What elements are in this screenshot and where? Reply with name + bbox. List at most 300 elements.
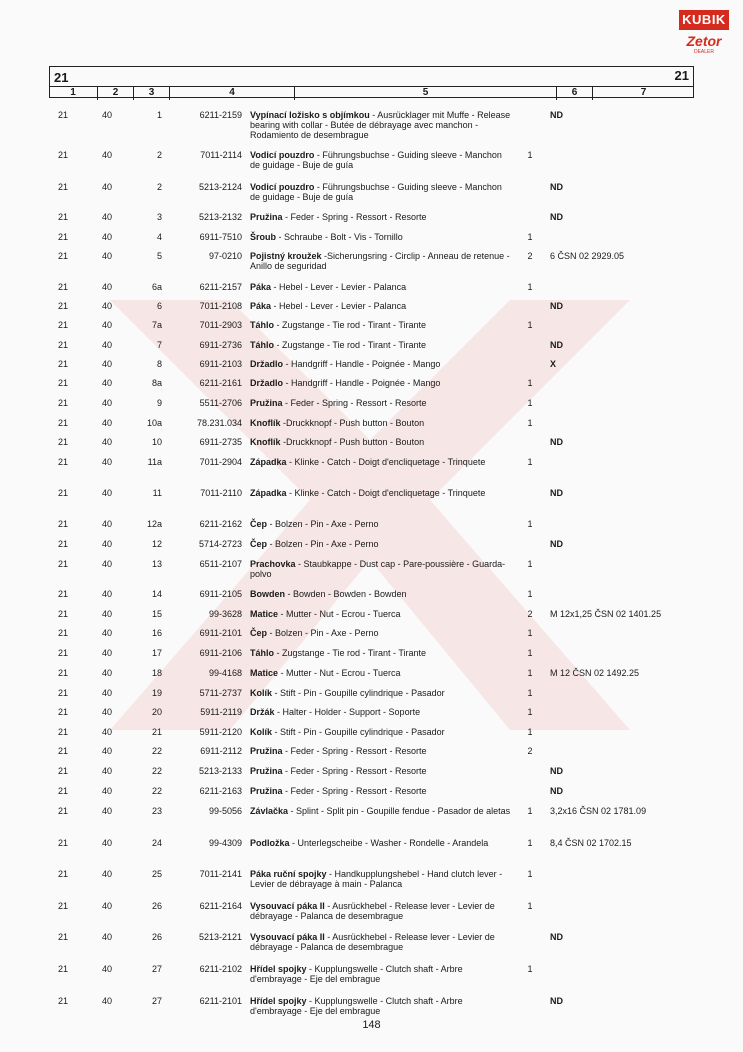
part-name: Pružina [250,786,283,796]
table-header [49,66,694,98]
cell-group: 21 [57,282,68,292]
cell-description [250,282,512,292]
cell-position: 23 [151,806,162,816]
cell-subgroup: 40 [101,301,112,311]
cell-description [250,766,512,776]
cell-part-number: 99-5056 [208,806,242,816]
cell-description [250,457,512,467]
cell-description [250,668,512,678]
cell-group: 21 [57,609,68,619]
cell-subgroup: 40 [101,251,112,261]
cell-part-number: 7011-2110 [200,488,242,498]
cell-group: 21 [57,964,68,974]
cell-description [250,488,512,498]
cell-description [250,589,512,599]
cell-part-number: 97-0210 [208,251,242,261]
logo-sub: DEALER [693,49,714,55]
cell-quantity: 1 [527,838,533,848]
cell-quantity: 2 [527,251,533,261]
col-header-4: 4 [170,87,295,100]
cell-position: 22 [151,766,162,776]
part-translations: - Feder - Spring - Ressort - Resorte [282,766,427,776]
cell-subgroup: 40 [101,964,112,974]
part-name: Západka [250,457,287,467]
part-translations: - Hebel - Lever - Levier - Palanca [271,301,407,311]
cell-description [250,996,512,1016]
cell-description [250,786,512,796]
cell-note: X [550,359,557,369]
part-translations: - Zugstange - Tie rod - Tirant - Tirante [274,340,427,350]
part-translations: -Druckknopf - Push button - Bouton [280,437,425,447]
part-translations: - Ausrückhebel - Release lever - Levier de débrayage - Palanca de desembrague [250,932,495,952]
cell-subgroup: 40 [101,609,112,619]
part-name: Matice [250,668,279,678]
cell-position: 10a [146,418,162,428]
part-translations: - Bolzen - Pin - Axe - Perno [267,628,379,638]
cell-description [250,901,512,921]
cell-position: 15 [151,609,162,619]
part-name: Čep [250,539,268,549]
cell-part-number: 5213-2124 [198,182,242,192]
cell-group: 21 [57,359,68,369]
cell-subgroup: 40 [101,359,112,369]
cell-subgroup: 40 [101,668,112,678]
part-name: Vypínací ložisko s objímkou [250,110,370,120]
part-name: Pružina [250,746,283,756]
cell-subgroup: 40 [101,589,112,599]
cell-description [250,806,512,816]
cell-quantity: 1 [527,320,533,330]
cell-note: M 12x1,25 ČSN 02 1401.25 [550,609,662,619]
cell-subgroup: 40 [101,519,112,529]
cell-description [250,539,512,549]
cell-description [250,378,512,388]
cell-subgroup: 40 [101,398,112,408]
part-translations: - Staubkappe - Dust cap - Pare-poussière - Guarda-polvo [250,559,506,579]
cell-part-number: 5714-2723 [198,539,242,549]
part-translations: - Klinke - Catch - Doigt d'encliquetage - Trinquete [286,457,486,467]
cell-position: 27 [151,964,162,974]
page-number: 148 [362,1019,381,1031]
part-name: Prachovka [250,559,296,569]
part-name: Páka ruční spojky [250,869,327,879]
col-header-3: 3 [134,87,170,100]
cell-description [250,838,512,848]
part-name: Šroub [250,232,276,242]
cell-quantity: 1 [527,232,533,242]
cell-subgroup: 40 [101,212,112,222]
section-number-right: 21 [674,68,689,83]
part-name: Táhlo [250,340,274,350]
cell-position: 17 [151,648,162,658]
cell-position: 7a [151,320,162,330]
cell-description [250,301,512,311]
cell-group: 21 [57,251,68,261]
part-translations: - Handkupplungshebel - Hand clutch lever - Levier de débrayage à main - Palanca [250,869,503,889]
cell-part-number: 7011-2114 [200,150,242,160]
cell-note: ND [550,932,563,942]
part-name: Závlačka [250,806,289,816]
cell-position: 18 [151,668,162,678]
cell-subgroup: 40 [101,110,112,120]
cell-part-number: 78.231.034 [196,418,242,428]
cell-position: 21 [151,727,162,737]
cell-note: ND [550,766,563,776]
cell-part-number: 5911-2119 [200,707,242,717]
cell-note: ND [550,340,563,350]
cell-note: ND [550,212,563,222]
cell-position: 2 [156,150,162,160]
cell-part-number: 6211-2102 [199,964,242,974]
cell-position: 26 [151,901,162,911]
part-translations: - Unterlegscheibe - Washer - Rondelle - Arandela [289,838,489,848]
cell-part-number: 6911-2103 [199,359,242,369]
cell-position: 6a [151,282,162,292]
cell-subgroup: 40 [101,340,112,350]
cell-group: 21 [57,559,68,569]
logo-zetor: Zetor [686,33,722,49]
cell-subgroup: 40 [101,539,112,549]
cell-part-number: 5213-2133 [198,766,242,776]
part-name: Matice [250,609,279,619]
cell-part-number: 6211-2157 [199,282,242,292]
cell-group: 21 [57,320,68,330]
part-name: Páka [250,301,272,311]
cell-note: ND [550,301,563,311]
cell-note: ND [550,539,563,549]
cell-position: 8 [156,359,162,369]
cell-group: 21 [57,301,68,311]
cell-group: 21 [57,707,68,717]
part-translations: -Druckknopf - Push button - Bouton [280,418,425,428]
cell-description [250,688,512,698]
part-translations: -Sicherungsring - Circlip - Anneau de retenue - Anillo de seguridad [250,251,510,271]
part-name: Hřídel spojky [250,964,307,974]
cell-description [250,212,512,222]
cell-description [250,418,512,428]
part-name: Bowden [250,589,285,599]
cell-group: 21 [57,340,68,350]
cell-part-number: 6211-2161 [199,378,242,388]
part-translations: - Bowden - Bowden - Bowden [285,589,407,599]
part-name: Vysouvací páka II [250,932,325,942]
cell-group: 21 [57,746,68,756]
cell-group: 21 [57,488,68,498]
cell-quantity: 1 [527,418,533,428]
part-name: Vodicí pouzdro [250,182,315,192]
cell-group: 21 [57,996,68,1006]
part-translations: - Klinke - Catch - Doigt d'encliquetage - Trinquete [286,488,486,498]
cell-quantity: 1 [527,457,533,467]
cell-note: ND [550,996,563,1006]
cell-description [250,251,512,271]
part-translations: - Halter - Holder - Support - Soporte [274,707,421,717]
part-translations: - Handgriff - Handle - Poignée - Mango [283,378,441,388]
cell-note: ND [550,488,563,498]
cell-description [250,340,512,350]
cell-quantity: 1 [527,559,533,569]
cell-position: 10 [151,437,162,447]
cell-subgroup: 40 [101,320,112,330]
cell-position: 24 [151,838,162,848]
cell-group: 21 [57,628,68,638]
cell-quantity: 1 [527,398,533,408]
part-translations: - Feder - Spring - Ressort - Resorte [282,746,427,756]
part-translations: - Feder - Spring - Ressort - Resorte [282,212,427,222]
cell-quantity: 1 [527,727,533,737]
part-name: Pojistný kroužek [250,251,322,261]
part-name: Táhlo [250,648,274,658]
part-name: Pružina [250,212,283,222]
cell-subgroup: 40 [101,932,112,942]
cell-quantity: 1 [527,589,533,599]
cell-subgroup: 40 [101,766,112,776]
cell-subgroup: 40 [101,488,112,498]
part-name: Držák [250,707,275,717]
cell-subgroup: 40 [101,688,112,698]
part-name: Páka [250,282,272,292]
cell-group: 21 [57,668,68,678]
cell-quantity: 1 [527,648,533,658]
cell-description [250,437,512,447]
cell-group: 21 [57,150,68,160]
cell-description [250,964,512,984]
cell-group: 21 [57,869,68,879]
cell-group: 21 [57,901,68,911]
cell-position: 22 [151,786,162,796]
cell-description [250,869,512,889]
cell-description [250,320,512,330]
part-name: Hřídel spojky [250,996,307,1006]
cell-group: 21 [57,838,68,848]
cell-position: 11a [147,457,162,467]
cell-quantity: 1 [527,282,533,292]
cell-group: 21 [57,110,68,120]
cell-part-number: 6911-2106 [199,648,242,658]
cell-position: 16 [151,628,162,638]
part-name: Západka [250,488,287,498]
part-name: Čep [250,519,268,529]
part-translations: - Mutter - Nut - Ecrou - Tuerca [278,668,401,678]
cell-subgroup: 40 [101,628,112,638]
cell-quantity: 1 [527,707,533,717]
cell-group: 21 [57,648,68,658]
cell-position: 20 [151,707,162,717]
cell-part-number: 99-4168 [208,668,242,678]
part-name: Podložka [250,838,290,848]
part-translations: - Handgriff - Handle - Poignée - Mango [283,359,441,369]
part-translations: - Kupplungswelle - Clutch shaft - Arbre d'embrayage - Eje del embrague [250,964,463,984]
cell-position: 22 [151,746,162,756]
part-translations: - Hebel - Lever - Levier - Palanca [271,282,407,292]
cell-position: 19 [151,688,162,698]
cell-description [250,609,512,619]
part-translations: - Splint - Split pin - Goupille fendue - Pasador de aletas [288,806,511,816]
cell-position: 2 [156,182,162,192]
cell-subgroup: 40 [101,869,112,879]
part-translations: - Ausrückhebel - Release lever - Levier de débrayage - Palanca de desembrague [250,901,495,921]
cell-group: 21 [57,437,68,447]
cell-part-number: 6211-2162 [199,519,242,529]
part-translations: - Kupplungswelle - Clutch shaft - Arbre d'embrayage - Eje del embrague [250,996,463,1016]
cell-part-number: 6211-2101 [199,996,242,1006]
cell-group: 21 [57,182,68,192]
cell-quantity: 1 [527,378,533,388]
cell-part-number: 6911-2736 [199,340,242,350]
cell-description [250,559,512,579]
cell-note: 3,2x16 ČSN 02 1781.09 [550,806,647,816]
cell-subgroup: 40 [101,996,112,1006]
part-translations: - Feder - Spring - Ressort - Resorte [282,398,427,408]
cell-part-number: 6911-2735 [199,437,242,447]
cell-description [250,746,512,756]
cell-position: 27 [151,996,162,1006]
cell-quantity: 1 [527,964,533,974]
part-name: Táhlo [250,320,274,330]
cell-group: 21 [57,457,68,467]
cell-part-number: 99-4309 [208,838,242,848]
cell-note: 6 ČSN 02 2929.05 [550,251,625,261]
cell-group: 21 [57,806,68,816]
cell-subgroup: 40 [101,232,112,242]
cell-group: 21 [57,539,68,549]
col-header-5: 5 [295,87,557,100]
col-header-1: 1 [49,87,98,100]
part-name: Knoflík [250,418,281,428]
cell-subgroup: 40 [101,559,112,569]
cell-quantity: 1 [527,519,533,529]
cell-position: 9 [156,398,162,408]
cell-quantity: 1 [527,688,533,698]
part-name: Držadlo [250,359,284,369]
part-translations: - Stift - Pin - Goupille cylindrique - Pasador [272,727,445,737]
cell-description [250,182,512,202]
cell-description [250,727,512,737]
cell-subgroup: 40 [101,746,112,756]
cell-group: 21 [57,212,68,222]
cell-position: 8a [151,378,162,388]
cell-position: 4 [156,232,162,242]
part-translations: - Feder - Spring - Ressort - Resorte [282,786,427,796]
cell-quantity: 1 [527,628,533,638]
cell-group: 21 [57,398,68,408]
cell-subgroup: 40 [101,182,112,192]
part-translations: - Führungsbuchse - Guiding sleeve - Manchon de guidage - Buje de guía [250,150,502,170]
cell-subgroup: 40 [101,838,112,848]
cell-description [250,648,512,658]
cell-part-number: 6511-2107 [199,559,242,569]
cell-position: 13 [151,559,162,569]
cell-position: 6 [156,301,162,311]
cell-group: 21 [57,786,68,796]
col-header-6: 6 [557,87,593,100]
part-translations: - Zugstange - Tie rod - Tirant - Tirante [274,648,427,658]
cell-group: 21 [57,519,68,529]
part-translations: - Führungsbuchse - Guiding sleeve - Manchon de guidage - Buje de guía [250,182,502,202]
cell-part-number: 7011-2108 [199,301,242,311]
cell-part-number: 5911-2120 [199,727,242,737]
cell-quantity: 1 [527,806,533,816]
cell-subgroup: 40 [101,150,112,160]
cell-subgroup: 40 [101,418,112,428]
part-translations: - Bolzen - Pin - Axe - Perno [267,519,379,529]
part-name: Kolík [250,727,273,737]
cell-subgroup: 40 [101,901,112,911]
cell-part-number: 6911-2112 [200,746,242,756]
cell-description [250,707,512,717]
cell-quantity: 1 [527,901,533,911]
cell-description [250,232,512,242]
cell-position: 1 [156,110,162,120]
cell-subgroup: 40 [101,727,112,737]
part-translations: - Zugstange - Tie rod - Tirant - Tirante [274,320,427,330]
part-translations: - Stift - Pin - Goupille cylindrique - Pasador [272,688,445,698]
part-name: Vysouvací páka II [250,901,325,911]
cell-group: 21 [57,688,68,698]
cell-subgroup: 40 [101,378,112,388]
cell-part-number: 6211-2164 [199,901,242,911]
cell-part-number: 6211-2163 [199,786,242,796]
part-name: Pružina [250,398,283,408]
logo-brand: KUBIK [679,10,729,30]
cell-part-number: 6911-2101 [199,628,242,638]
cell-position: 12 [151,539,162,549]
cell-part-number: 7011-2904 [199,457,242,467]
cell-group: 21 [57,932,68,942]
part-translations: - Schraube - Bolt - Vis - Tornillo [276,232,403,242]
cell-quantity: 1 [527,869,533,879]
cell-subgroup: 40 [101,806,112,816]
cell-part-number: 5213-2121 [198,932,242,942]
cell-subgroup: 40 [101,457,112,467]
cell-description [250,628,512,638]
cell-subgroup: 40 [101,707,112,717]
cell-subgroup: 40 [101,437,112,447]
kubik-zetor-logo [679,10,729,68]
cell-group: 21 [57,418,68,428]
part-name: Kolík [250,688,273,698]
cell-quantity: 1 [527,668,533,678]
cell-part-number: 6911-7510 [199,232,242,242]
cell-note: M 12 ČSN 02 1492.25 [550,668,640,678]
cell-part-number: 7011-2903 [199,320,242,330]
part-name: Držadlo [250,378,284,388]
part-name: Pružina [250,766,283,776]
cell-note: ND [550,786,563,796]
part-translations: - Ausrücklager mit Muffe - Release bearing with collar - Butée de débrayage avec manchon - Rodamiento de desembrague [250,110,511,140]
cell-part-number: 6211-2159 [199,110,242,120]
section-number-left: 21 [54,70,69,85]
cell-group: 21 [57,727,68,737]
cell-part-number: 7011-2141 [199,869,242,879]
cell-part-number: 6911-2105 [199,589,242,599]
cell-group: 21 [57,766,68,776]
cell-note: ND [550,110,563,120]
cell-part-number: 5213-2132 [198,212,242,222]
cell-description [250,398,512,408]
cell-position: 12a [146,519,162,529]
cell-position: 7 [156,340,162,350]
cell-description [250,359,512,369]
part-name: Knoflík [250,437,281,447]
cell-position: 11 [152,488,162,498]
cell-part-number: 5711-2737 [199,688,242,698]
cell-part-number: 99-3628 [208,609,242,619]
cell-position: 14 [151,589,162,599]
cell-group: 21 [57,378,68,388]
part-name: Čep [250,628,268,638]
cell-quantity: 2 [527,746,533,756]
